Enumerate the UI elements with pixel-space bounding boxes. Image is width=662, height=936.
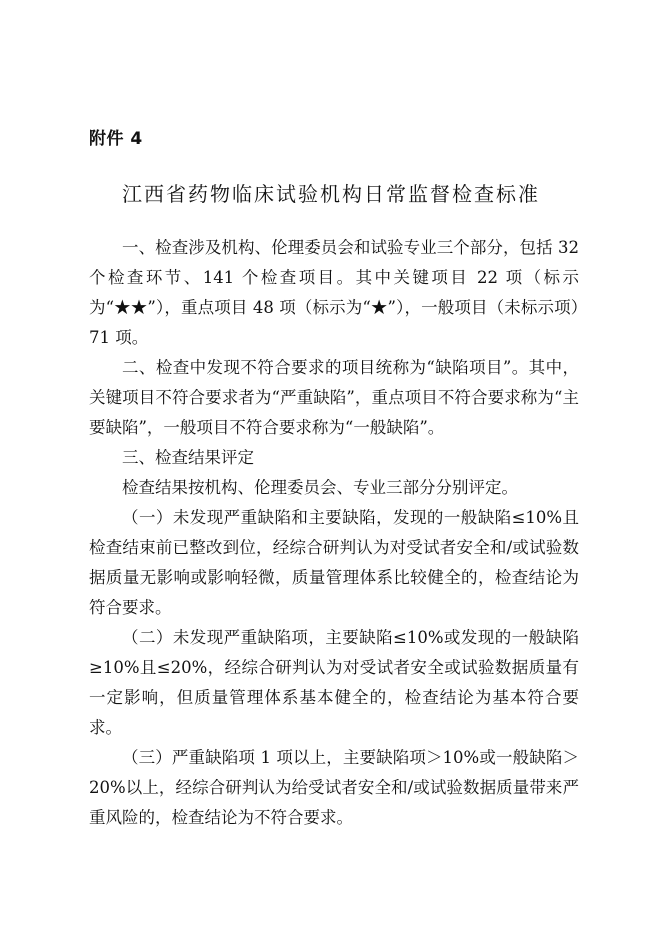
paragraph-criterion-compliant: （一）未发现严重缺陷和主要缺陷，发现的一般缺陷≤10%且检查结束前已整改到位，经综合研判认为对受试者安全和/或试验数据质量无影响或影响轻微，质量管理体系比较健全的，检查结论为符合要求。	[89, 508, 579, 617]
attachment-label: 附件 4	[89, 129, 143, 149]
section-heading-result-evaluation: 三、检查结果评定	[122, 448, 254, 467]
document-title: 江西省药物临床试验机构日常监督检查标准	[122, 182, 540, 206]
paragraph-evaluation-basis: 检查结果按机构、伦理委员会、专业三部分分别评定。	[122, 478, 518, 497]
paragraph-scope: 一、检查涉及机构、伦理委员会和试验专业三个部分，包括 32 个检查环节、141 个检查项目。其中关键项目 22 项（标示为“★★”），重点项目 48 项（标示为“★”），一般项目（未标示项）71 项。	[89, 238, 579, 347]
paragraph-criterion-non-compliant: （三）严重缺陷项 1 项以上，主要缺陷项＞10%或一般缺陷＞20%以上，经综合研判认为给受试者安全和/或试验数据质量带来严重风险的，检查结论为不符合要求。	[89, 748, 579, 827]
paragraph-criterion-basically-compliant: （二）未发现严重缺陷项，主要缺陷≤10%或发现的一般缺陷≥10%且≤20%，经综合研判认为对受试者安全或试验数据质量有一定影响，但质量管理体系基本健全的，检查结论为基本符合要求。	[89, 628, 579, 737]
document-body	[89, 233, 579, 833]
paragraph-defect-definitions: 二、检查中发现不符合要求的项目统称为“缺陷项目”。其中，关键项目不符合要求者为“严重缺陷”，重点项目不符合要求称为“主要缺陷”，一般项目不符合要求称为“一般缺陷”。	[89, 358, 579, 437]
